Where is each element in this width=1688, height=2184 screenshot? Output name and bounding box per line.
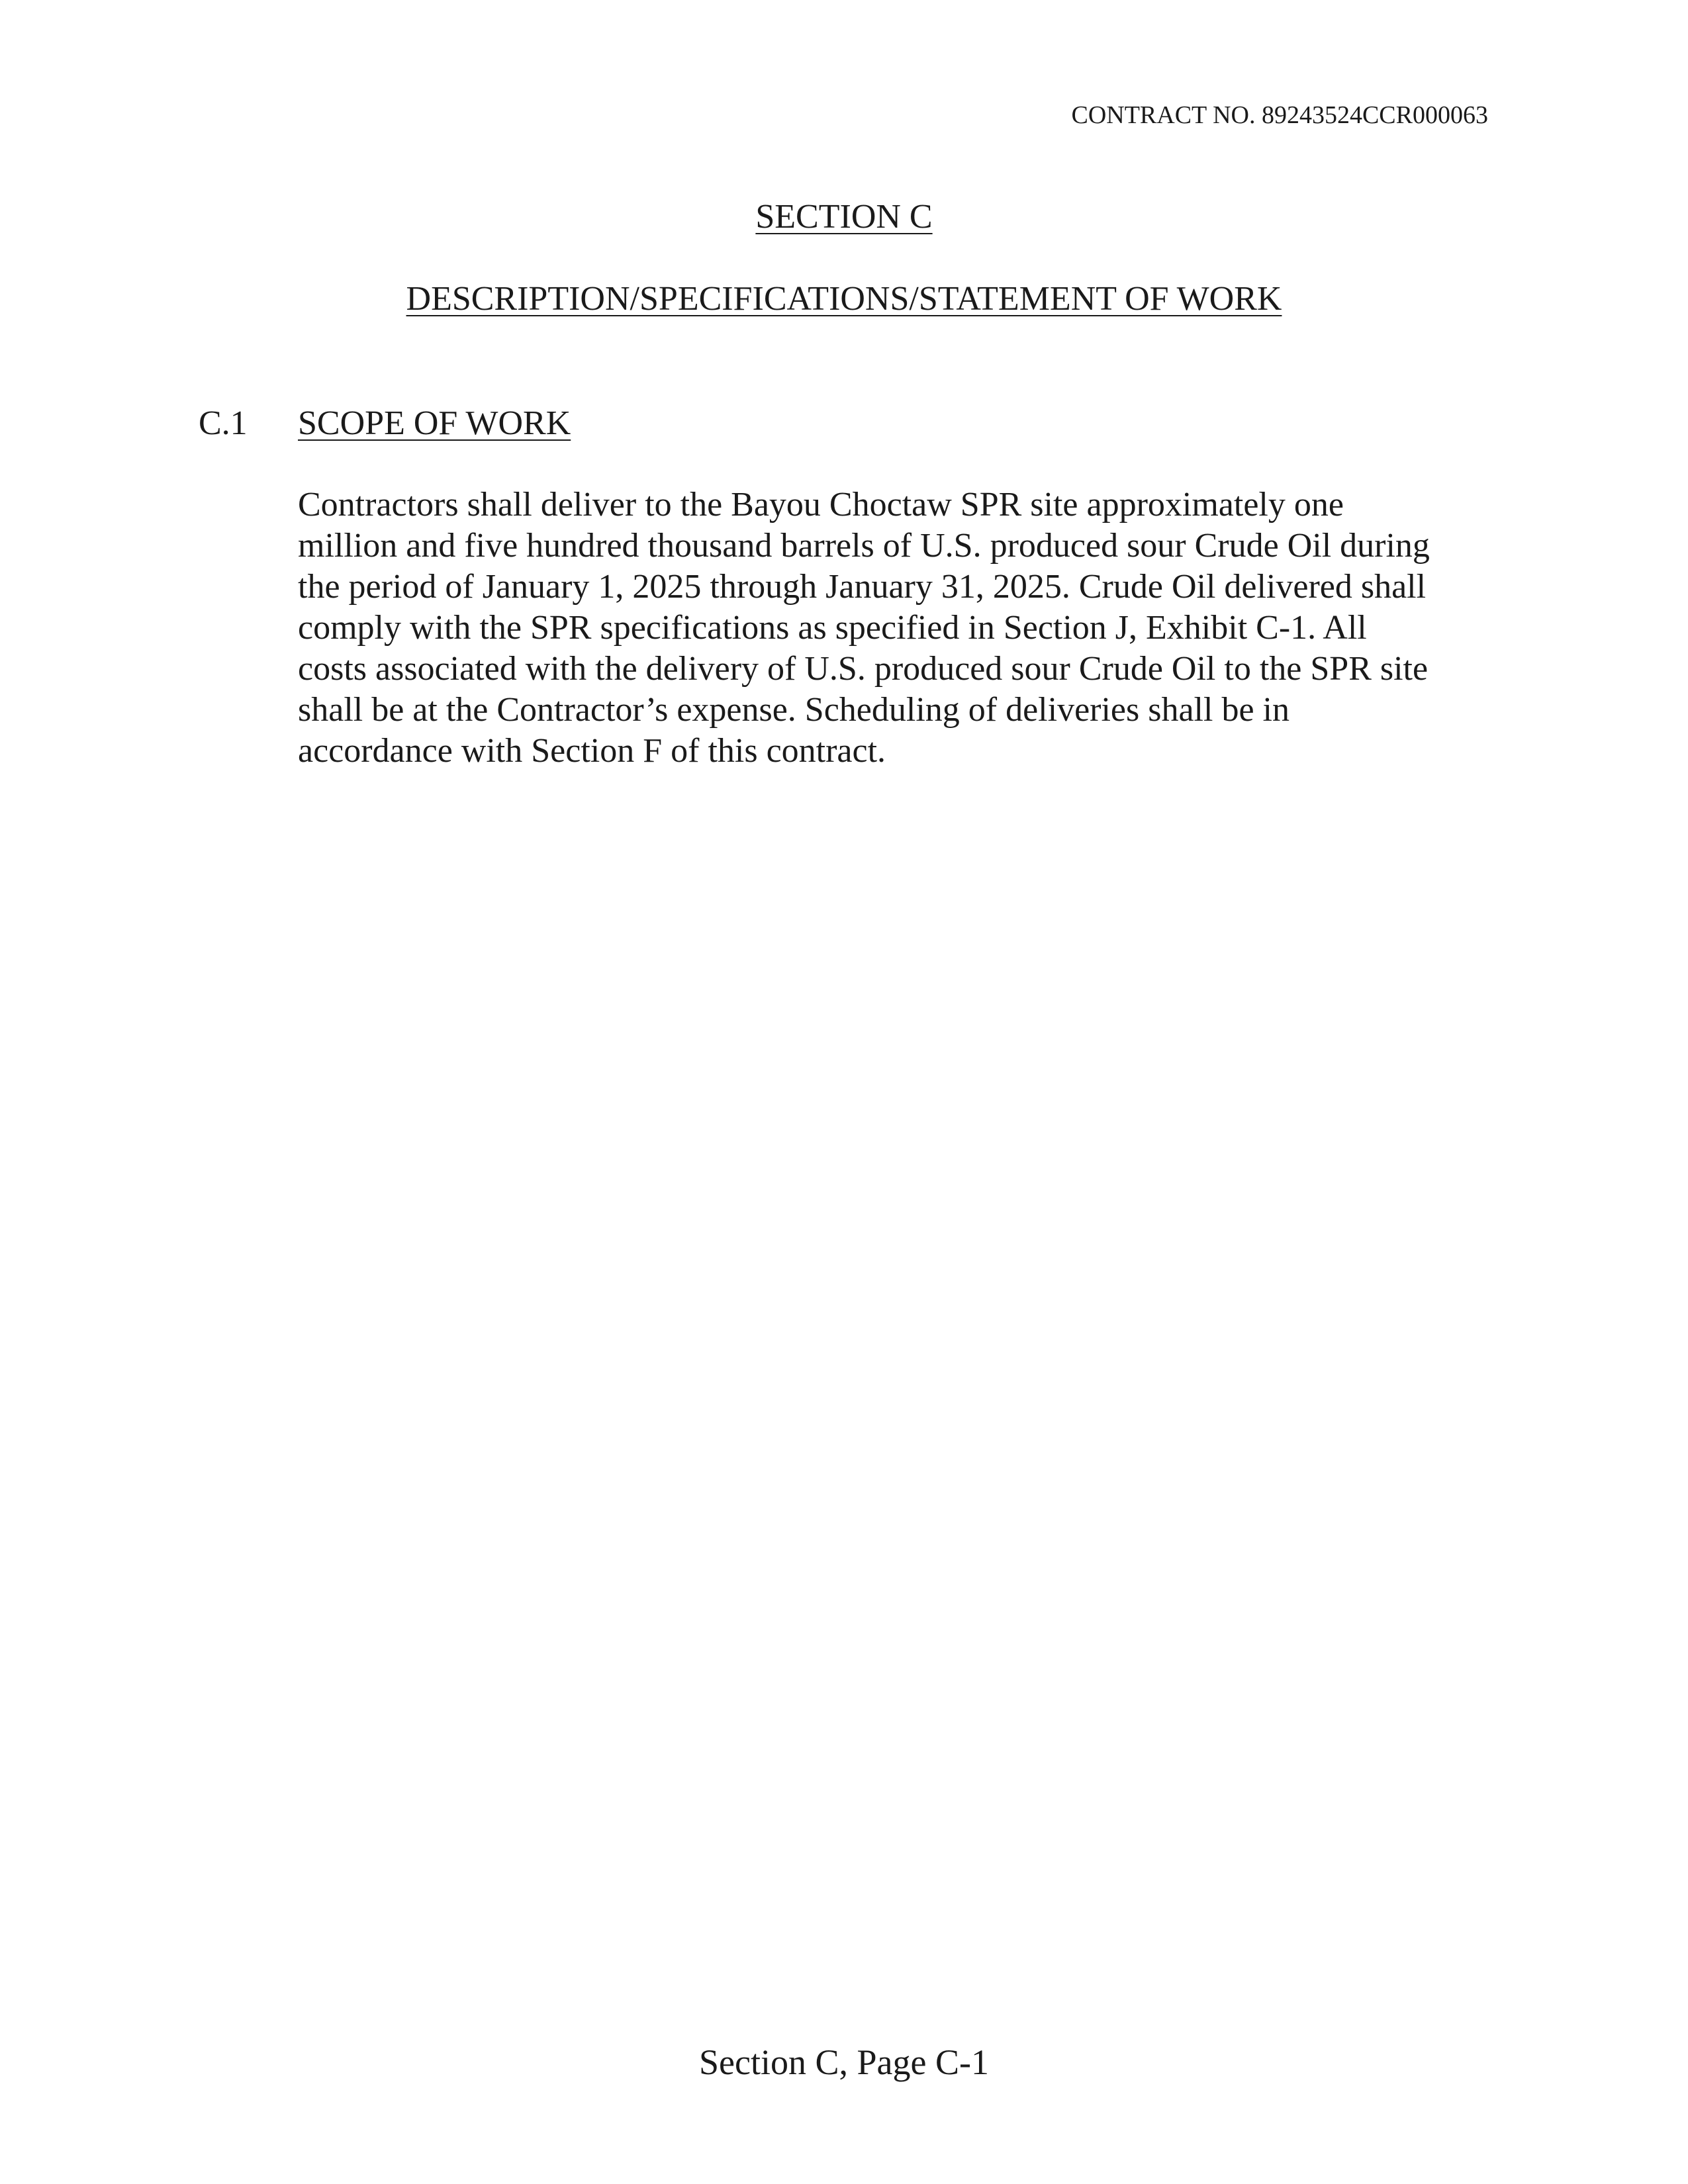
body-line: comply with the SPR specifications as specified in Section J, Exhibit C-1. All [298, 609, 1367, 647]
body-line: Contractors shall deliver to the Bayou Choctaw SPR site approximately one [298, 486, 1344, 523]
clause-number: C.1 [199, 404, 248, 442]
clause-body [298, 484, 1489, 772]
page-footer: Section C, Page C-1 [699, 2042, 989, 2082]
section-title: SECTION C [755, 198, 933, 236]
contract-number: CONTRACT NO. 89243524CCR000063 [1071, 101, 1488, 129]
body-line: costs associated with the delivery of U.S. produced sour Crude Oil to the SPR site [298, 650, 1429, 688]
body-line: the period of January 1, 2025 through January 31, 2025. Crude Oil delivered shall [298, 568, 1427, 606]
body-line: accordance with Section F of this contract. [298, 732, 886, 770]
body-line: shall be at the Contractor’s expense. Scheduling of deliveries shall be in [298, 691, 1289, 729]
clause-heading: SCOPE OF WORK [298, 404, 571, 442]
body-line: million and five hundred thousand barrels of U.S. produced sour Crude Oil during [298, 527, 1430, 565]
section-subtitle: DESCRIPTION/SPECIFICATIONS/STATEMENT OF WORK [406, 280, 1282, 318]
